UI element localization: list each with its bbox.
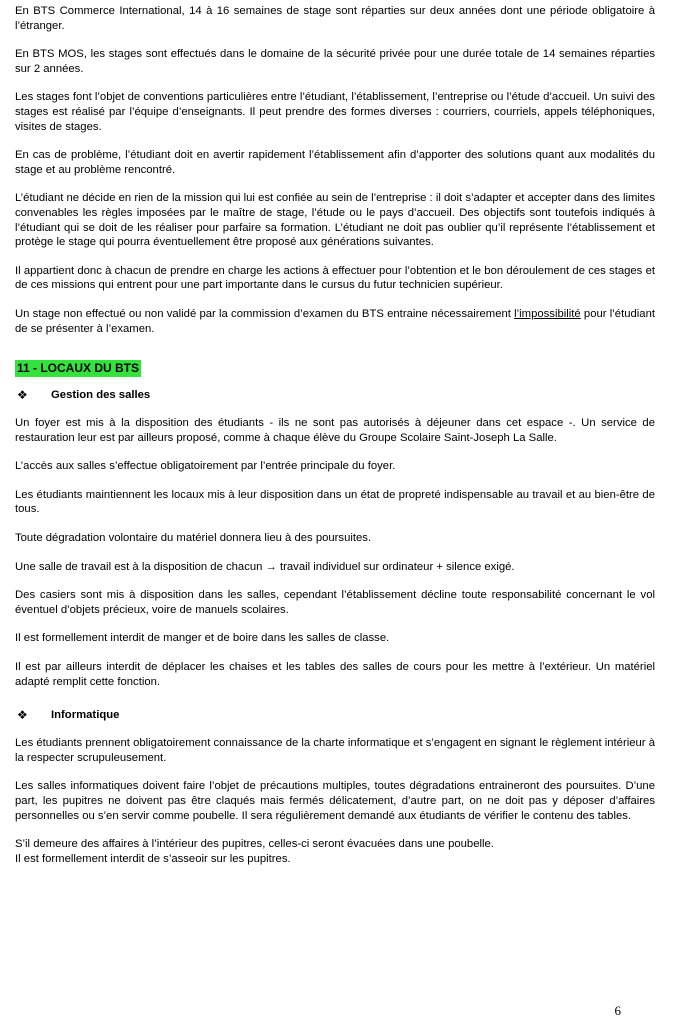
- paragraph-foyer: Un foyer est mis à la disposition des étudiants - ils ne sont pas autorisés à déjeuner dans cet espace -. Un service de restauration leur est par ailleurs proposé, comme à chaque élève du Groupe Scolaire Saint-Joseph La Salle.: [15, 417, 655, 444]
- paragraph-mission: L’étudiant ne décide en rien de la mission qui lui est confiée au sein de l’entreprise : il doit s’adapter et accepter dans des limites convenables les règles imposées par le maître de stage, l’étude ou le pays d’accueil. Des objectifs sont toutefois indiqués à l’étudiant qui se doit de les réaliser pour parfaire sa formation. L’étudiant ne doit pas oublier qu’il représente l’établissement et protège le stage qui pourra éventuellement être proposé aux générations suivantes.: [15, 192, 655, 249]
- examen-underlined: l’impossibilité: [514, 307, 581, 320]
- examen-text-after: pour l’étudiant de se présenter à l’examen.: [15, 307, 655, 335]
- paragraph-casiers: Des casiers sont mis à disposition dans les salles, cependant l’établissement décline toute responsabilité concernant le vol éventuel d’objets précieux, voire de manuels scolaires.: [15, 589, 655, 616]
- paragraph-manger: Il est formellement interdit de manger et de boire dans les salles de classe.: [15, 632, 390, 645]
- subheading-informatique: [15, 708, 655, 723]
- examen-text-before: Un stage non effectué ou non validé par la commission d’examen du BTS entraine nécessairement: [15, 307, 515, 320]
- subheading-informatique-title: Informatique: [51, 709, 120, 722]
- paragraph-bts-ci: En BTS Commerce International, 14 à 16 semaines de stage sont réparties sur deux années dont une période obligatoire à l’étranger.: [15, 5, 655, 32]
- diamond-bullet-icon: ❖: [17, 388, 28, 403]
- pupitres-line-1: S’il demeure des affaires à l’intérieur des pupitres, celles-ci seront évacuées dans une poubelle.: [15, 838, 494, 851]
- diamond-bullet-icon: ❖: [17, 708, 28, 723]
- section-heading: 11 - LOCAUX DU BTS: [17, 361, 140, 376]
- paragraph-conventions: Les stages font l’objet de conventions particulières entre l’étudiant, l’établissement, l’entreprise ou l’étude d’accueil. Un suivi des stages est réalisé par l’équipe d’enseignants. Il peut prendre des formes diverses : courriers, courriels, appels téléphoniques, visites de stages.: [15, 91, 655, 133]
- paragraph-chaises: Il est par ailleurs interdit de déplacer les chaises et les tables des salles de cours pour les mettre à l’extérieur. Un matériel adapté remplit cette fonction.: [15, 661, 655, 688]
- paragraph-bts-mos: En BTS MOS, les stages sont effectués dans le domaine de la sécurité privée pour une durée totale de 14 semaines réparties sur 2 années.: [15, 48, 655, 75]
- paragraph-pupitres: [15, 837, 655, 866]
- paragraph-probleme: En cas de problème, l’étudiant doit en avertir rapidement l’établissement afin d’apporter des solutions quant aux modalités du stage et au problème rencontré.: [15, 149, 655, 176]
- subheading-salles-title: Gestion des salles: [51, 389, 151, 402]
- page-number: 6: [614, 1003, 621, 1018]
- paragraph-proprete: Les étudiants maintiennent les locaux mis à leur disposition dans un état de propreté indispensable au travail et au bien-être de tous.: [15, 488, 655, 516]
- document-page: [15, 4, 655, 880]
- paragraph-actions: Il appartient donc à chacun de prendre en charge les actions à effectuer pour l’obtention et le bon déroulement de ces stages et de ces missions qui entrent pour une part importante dans le cursus du futur technicien supérieur.: [15, 264, 655, 292]
- subheading-salles: [15, 388, 655, 403]
- paragraph-salles-info: Les salles informatiques doivent faire l’objet de précautions multiples, toutes dégradations entraineront des poursuites. D’une part, les pupitres ne doivent pas être claqués mais fermés délicatement, d’autre part, on ne doit pas y déposer d’affaires personnelles ou s’en servir comme poubelle. Il sera régulièrement demandé aux étudiants de vérifier le contenu des tables.: [15, 780, 655, 822]
- pupitres-line-2: Il est formellement interdit de s’asseoir sur les pupitres.: [15, 852, 291, 865]
- paragraph-examen: [15, 307, 655, 336]
- paragraph-salle-travail: Une salle de travail est à la disposition de chacun → travail individuel sur ordinateur + silence exigé.: [15, 560, 515, 573]
- paragraph-acces: L’accès aux salles s’effectue obligatoirement par l’entrée principale du foyer.: [15, 460, 396, 473]
- paragraph-charte: Les étudiants prennent obligatoirement connaissance de la charte informatique et s’engagent en signant le règlement intérieur à la respecter scrupuleusement.: [15, 737, 655, 764]
- paragraph-degradation: Toute dégradation volontaire du matériel donnera lieu à des poursuites.: [15, 532, 372, 545]
